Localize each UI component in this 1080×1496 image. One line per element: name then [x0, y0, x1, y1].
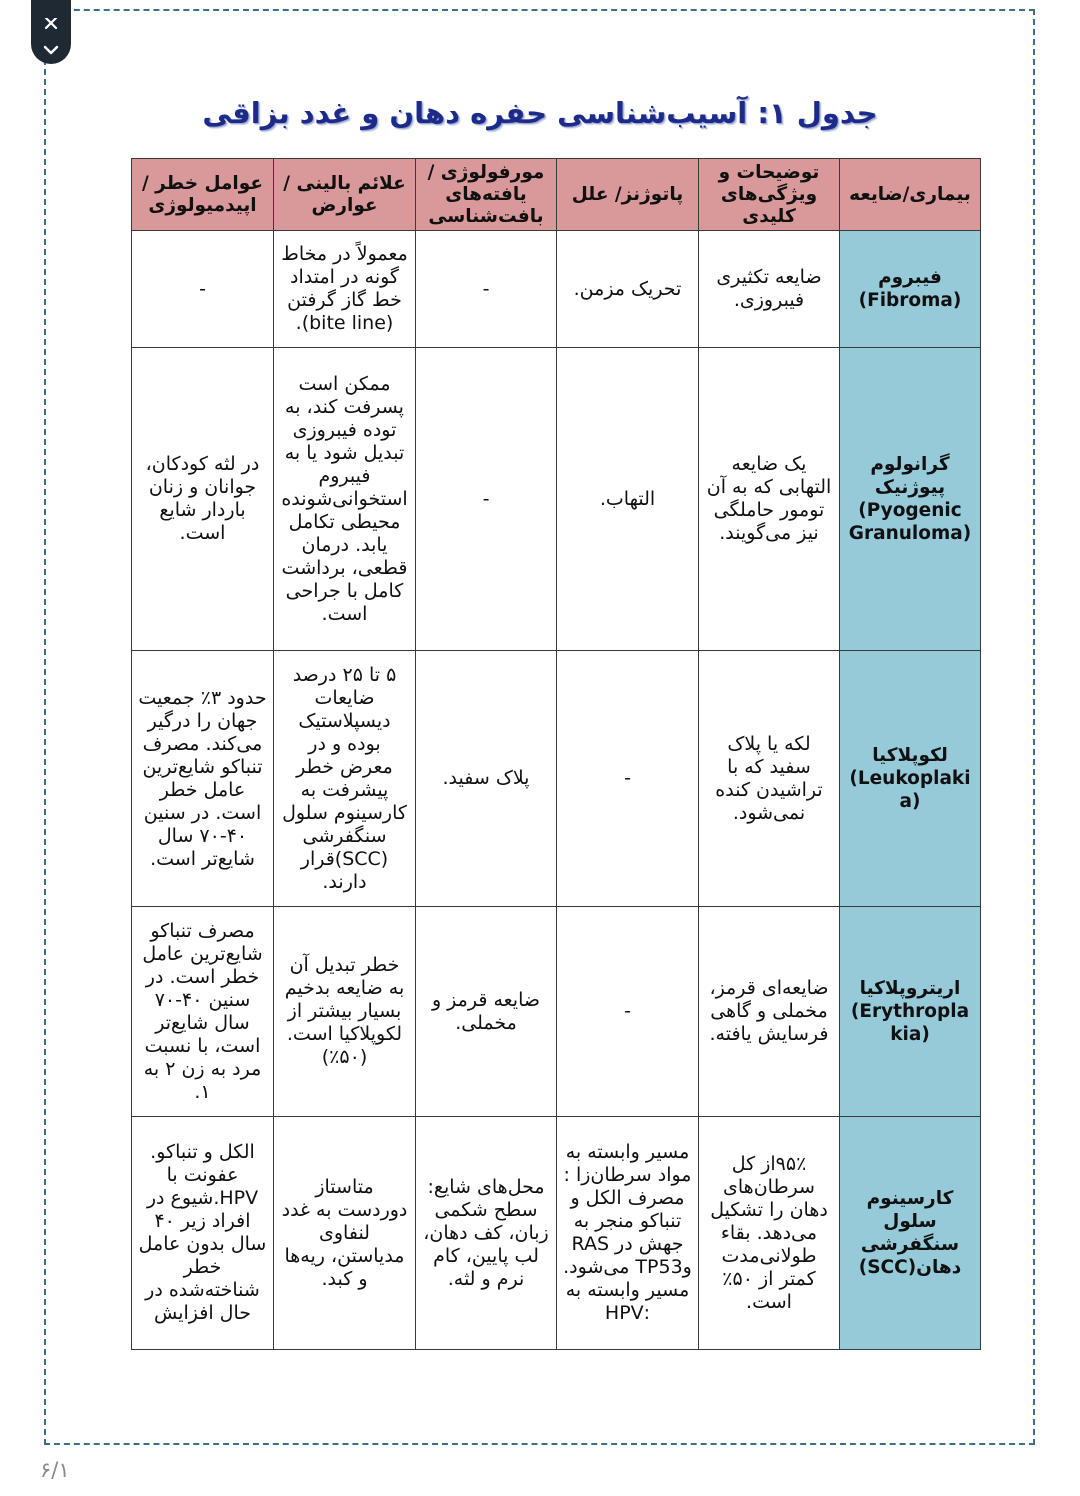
morphology-cell: پلاک سفید.: [416, 651, 557, 907]
header-disease: بیماری/ضایعه: [840, 159, 981, 231]
table-row: [132, 907, 981, 1117]
pathogenesis-cell: مسیر وابسته به مواد سرطان‌زا : مصرف الکل و تنباکو منجر به جهش در RAS وTP53 می‌شود. مسیر وابسته به :HPV: [557, 1117, 699, 1350]
disease-name-fa: کارسینوم سلول سنگفرشی دهان(SCC): [858, 1188, 962, 1278]
risk-cell: -: [132, 231, 274, 348]
pathogenesis-cell: -: [557, 651, 699, 907]
disease-name-en: (Pyogenic Granuloma): [848, 500, 972, 544]
disease-name-en: (Leukoplakia): [849, 768, 971, 812]
disease-cell: [840, 348, 981, 651]
table-row: [132, 651, 981, 907]
risk-cell: مصرف تنباکو شایع‌ترین عامل خطر است. در سنین ۴۰-۷۰ سال شایع‌تر است، با نسبت مرد به زن ۲ به ۱.: [132, 907, 274, 1117]
pathogenesis-cell: التهاب.: [557, 348, 699, 651]
table-row: [132, 231, 981, 348]
viewer-controls[interactable]: [31, 0, 71, 64]
disease-cell: [840, 651, 981, 907]
description-cell: ضایعه تکثیری فیبروزی.: [699, 231, 840, 348]
disease-cell: [840, 1117, 981, 1350]
risk-cell: در لثه کودکان، جوانان و زنان باردار شایع است.: [132, 348, 274, 651]
disease-name-fa: فیبروم: [878, 267, 942, 288]
page-number: ۶/۱: [40, 1458, 70, 1482]
table-row: [132, 1117, 981, 1350]
header-pathogenesis: پاتوژنز/ علل: [557, 159, 699, 231]
table-title: جدول ۱: آسیب‌شناسی حفره دهان و غدد بزاقی: [202, 96, 878, 130]
disease-name-fa: گرانولوم پیوژنیک: [870, 454, 950, 498]
disease-name-fa: اریتروپلاکیا: [859, 978, 961, 999]
table-row: [132, 348, 981, 651]
risk-cell: الکل و تنباکو. عفونت با HPV.شیوع در افراد زیر ۴۰ سال بدون عامل خطر شناخته‌شده در حال افزایش: [132, 1117, 274, 1350]
header-clinical: علائم بالینی / عوارض: [274, 159, 416, 231]
disease-name-fa: لکوپلاکیا: [872, 745, 948, 766]
morphology-cell: ضایعه قرمز و مخملی.: [416, 907, 557, 1117]
disease-cell: [840, 907, 981, 1117]
header-description: توضیحات و ویژگی‌های کلیدی: [699, 159, 840, 231]
description-cell: ۹۵٪از کل سرطان‌های دهان را تشکیل می‌دهد. بقاء طولانی‌مدت کمتر از ۵۰٪ است.: [699, 1117, 840, 1350]
description-cell: یک ضایعه التهابی که به آن تومور حاملگی نیز می‌گویند.: [699, 348, 840, 651]
chevron-down-icon[interactable]: [42, 44, 60, 56]
header-morphology: مورفولوژی / یافته‌های بافت‌شناسی: [416, 159, 557, 231]
pathogenesis-cell: تحریک مزمن.: [557, 231, 699, 348]
morphology-cell: -: [416, 348, 557, 651]
clinical-cell: ۵ تا ۲۵ درصد ضایعات دیسپلاستیک بوده و در معرض خطر پیشرفت به کارسینوم سلول سنگفرشی (SCC)قرار دارند.: [274, 651, 416, 907]
morphology-cell: -: [416, 231, 557, 348]
header-row: [132, 159, 981, 231]
header-risk: عوامل خطر / اپیدمیولوژی: [132, 159, 274, 231]
disease-name-en: (Fibroma): [858, 290, 962, 311]
disease-cell: [840, 231, 981, 348]
risk-cell: حدود ۳٪ جمعیت جهان را درگیر می‌کند. مصرف تنباکو شایع‌ترین عامل خطر است. در سنین ۴۰-۷۰ سال شایع‌تر است.: [132, 651, 274, 907]
disease-name-en: (Erythroplakia): [850, 1001, 970, 1045]
pathology-table: [131, 158, 981, 1350]
clinical-cell: متاستاز دوردست به غدد لنفاوی مدیاستن، ریه‌ها و کبد.: [274, 1117, 416, 1350]
morphology-cell: محل‌های شایع: سطح شکمی زبان، کف دهان، لب پایین، کام نرم و لثه.: [416, 1117, 557, 1350]
close-icon[interactable]: [43, 18, 59, 30]
clinical-cell: معمولاً در مخاط گونه در امتداد خط گاز گرفتن (bite line).: [274, 231, 416, 348]
clinical-cell: خطر تبدیل آن به ضایعه بدخیم بسیار بیشتر از لکوپلاکیا است.(۵۰٪): [274, 907, 416, 1117]
description-cell: لکه یا پلاک سفید که با تراشیدن کنده نمی‌شود.: [699, 651, 840, 907]
pathogenesis-cell: -: [557, 907, 699, 1117]
description-cell: ضایعه‌ای قرمز، مخملی و گاهی فرسایش یافته.: [699, 907, 840, 1117]
clinical-cell: ممکن است پسرفت کند، به توده فیبروزی تبدیل شود یا به فیبروم استخوانی‌شونده محیطی تکامل یابد. درمان قطعی، برداشت کامل با جراحی است.: [274, 348, 416, 651]
